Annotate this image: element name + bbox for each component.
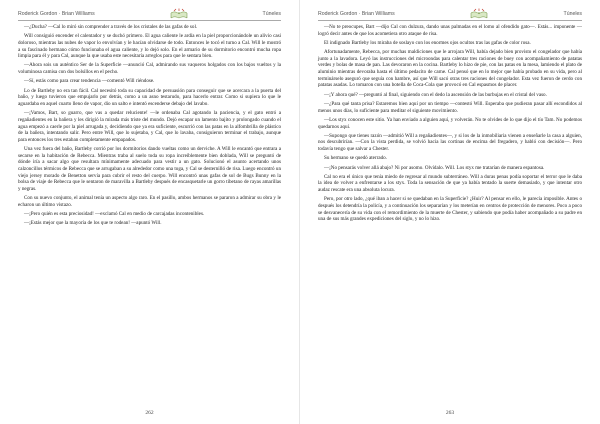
paragraph: Una vez fuera del baño, Bartleby corrió por los dormitorios dando vueltas como un derviche. A Will le encantó que entrara a secarse en la habitación de Rebecca. Mientras traba al suelo toda su ropa increíblemente bien doblada, Will se preguntó de dónde iría a sacar algo que resultara mínimamente adecuado para vestir a un gato. Solucionó el asunto acertando unos calzoncillos térmicos de Rebecca que se arrugaban a su alrededor como una toga, y Cal se desternilló de risa. Luego encontró un viejo jersey morado de Benetton servía para cubrir el resto del cuerpo. Will encontró unas gafas de sol de Bugs Bunny en la bolsa de viaje de Rebecca que le sentaron de maravilla a Bartleby después de encasquetarle un gorro tibetano de rayas amarillas y negras. [18, 146, 281, 192]
header-author: Roderick Gordon · Brian Williams [318, 11, 395, 17]
paragraph: Afortunadamente, Rebecca, por muchas maldiciones que le arrojara Will, había dejado bien provisto el congelador que había junto a la lavadora. Leyó las instrucciones del microondas para calentar tres raciones de buey con acompañamiento de patatas verdes y bolas de masa de pan. Las devoraron en la cocina. Bartleby lo hizo de pie, con las patas en la mesa, lamiendo el plato de aluminio mientras devoraba hasta el último pedacito de carne. Cal pensó que en lo mejor que había probado en su vida, pero al terminárselo aseguró que seguía con hambre, así que Will sacó otras tres raciones del congelador. Esta vez fueron de cerdo con patatas asadas. Lo tomaron con una botella de Coca-Cola que provocó en Cal espasmos de placer. [318, 49, 582, 89]
page-number: 263 [445, 410, 455, 416]
paragraph: —¡Estás mejor que la mayoría de los que te rodean! —apuntó Will. [24, 220, 162, 227]
paragraph: Pero, por otro lado, ¿qué iban a hacer si se quedaban en la Superficie? ¿Huir? Al pensar en ello, le parecía imposible. Antes o después los detendría la policía, y a continuación los separarían y los meterían en centros de protección de menores. Poco a poco se desvanecería de su vida con el remordimiento de la muerte de Chester, y sabiendo que podía haber acompañado a su padre en una de sus más grandes expediciones del siglo, y no lo hizo. [318, 196, 582, 223]
book-logo-icon [468, 8, 490, 20]
paragraph: El indignado Bartleby los miraba de soslayo con los enormes ojos ocultos tras las gafas de color rosa. [324, 39, 531, 46]
paragraph: Su hermano se quedó aterrado. [324, 155, 387, 162]
paragraph: Will consiguió encender el calentador y se duchó primero. El agua caliente le ardía en la piel proporcionándole un alivio casi doloroso, mientras las nubes de vapor lo envolvían y le hacían olvidarse de todo. Entonces le tocó el turno a Cal. Will le mostró a su fascinado hermano cómo funcionaba el agua caliente, y lo dejó solo. En el armario de su dormitorio encontró mucha ropa limpia para él y para Cal, aunque la que usaba este necesitaría arreglos para que le sentara bien. [18, 33, 281, 60]
paragraph: —¿Ducha? —Cal lo miró sin comprender a través de los cristales de las gafas de sol. [24, 24, 198, 30]
paragraph: —Supongo que tienes razón —admitió Will a regañadientes—, y si los de la inmobiliaria vienen a enseñarle la casa a alguien, nos descubrirían. —Con la vista perdida, se volvió hacia las cortinas de encima del fregadero, y habló con decisión—. Pero todavía tengo que salvar a Chester. [318, 132, 582, 153]
paragraph: —¡Y ahora qué? —preguntó al final, siguiendo con el dedo la ascensión de las burbujas en el cristal del vaso. [324, 91, 547, 98]
paragraph: —No te preocupes, Bart —dijo Cal con dulzura, dando unas palmadas en el lomo al ofendido gato—. Estás... imponente —logró decir antes de que los acometiera otro ataque de risa. [318, 24, 582, 37]
paragraph: —Los styx conocen este sitio. Ya han enviado a alguien aquí, y volverán. No te olvides de lo que dijo el tío Tam. No podemos quedarnos aquí. [318, 116, 582, 130]
left-body-text [18, 24, 281, 227]
paragraph: —¡Vamos, Bart, so guarro, que vas a quedar reluciente! —le ordenaba Cal agotando la paciencia, y el gato entró a regañadientes en la bañera y les dirigió la mirada más triste del mundo. Dejó escapar un lamento bajito y prolongado cuando el agua empezó a caerle por la piel arrugada y, decidiendo que ya era suficiente, escurrió con las patas en la alfombrilla de plástico de la bañera, intentando salir. Pero entre Will, que lo sujetaba, y Cal, que lo lavaba, consiguieron terminar el trabajo, aunque para entonces los tres estaban completamente empapados. [18, 110, 281, 143]
paragraph: —¡No pensarás volver allá abajo? Ni por asomo. Olvídalo. Will. Los styx me tratarían de manera espantosa. [324, 164, 545, 171]
paragraph: Cal no era el único que tenía miedo de regresar al mundo subterráneo. Will a duras penas podía soportar el terror que le daba la idea de volver a enfrentarse a los styx. Toda la sensación de que ya había tentado la suerte demasiado, y que intentar otro audaz rescate era una absoluta locura. [318, 173, 582, 194]
paragraph: —¡Pero quién es esta preciosidad! —exclamó Cal en medio de carcajadas incontenibles. [24, 211, 205, 218]
header-author: Roderick Gordon · Brian Williams [18, 11, 95, 17]
paragraph: —Sí, estás como para crear tendencia —comentó Will riéndose. [24, 78, 155, 85]
header-title: Túneles [262, 11, 281, 17]
right-body-text [318, 24, 582, 223]
paragraph: —Ahora sois un auténtico Ser de la Superficie —anunció Cal, admirando sus vaqueros holgados con los bajos vueltos y la voluminosa camisa con dos bolsillos en el pecho. [18, 62, 281, 76]
running-header [18, 8, 281, 21]
paragraph: Con su nuevo conjunto, el animal tenía un aspecto algo raro. En el pasillo, ambos hermanos se pararon a admirar su obra y le echaron un último vistazo. [18, 195, 281, 208]
paragraph: Lo de Bartleby no era tan fácil. Cal necesitó toda su capacidad de persuasión para conseguir que se acercara a la puerta del baño, y luego tuvieron que empujarlo por detrás, como a un asno testarudo, para hacerlo entrar. Como si supiera lo que le aguardaba en aquel cuarto lleno de vapor, dio un salto e intentó escenderse debajo del lavabo. [18, 87, 281, 107]
header-title: Túneles [563, 11, 582, 17]
paragraph: —¿Para qué tanta prisa? Estaremos bien aquí por un tiempo —contestó Will. Esperaba que pudieran pasar allí escondidos al menos unos días, lo suficiente para meditar el siguiente movimiento. [318, 100, 582, 114]
right-page [300, 0, 600, 424]
running-header [318, 8, 582, 21]
page-number: 262 [145, 410, 154, 416]
book-logo-icon [168, 8, 190, 20]
